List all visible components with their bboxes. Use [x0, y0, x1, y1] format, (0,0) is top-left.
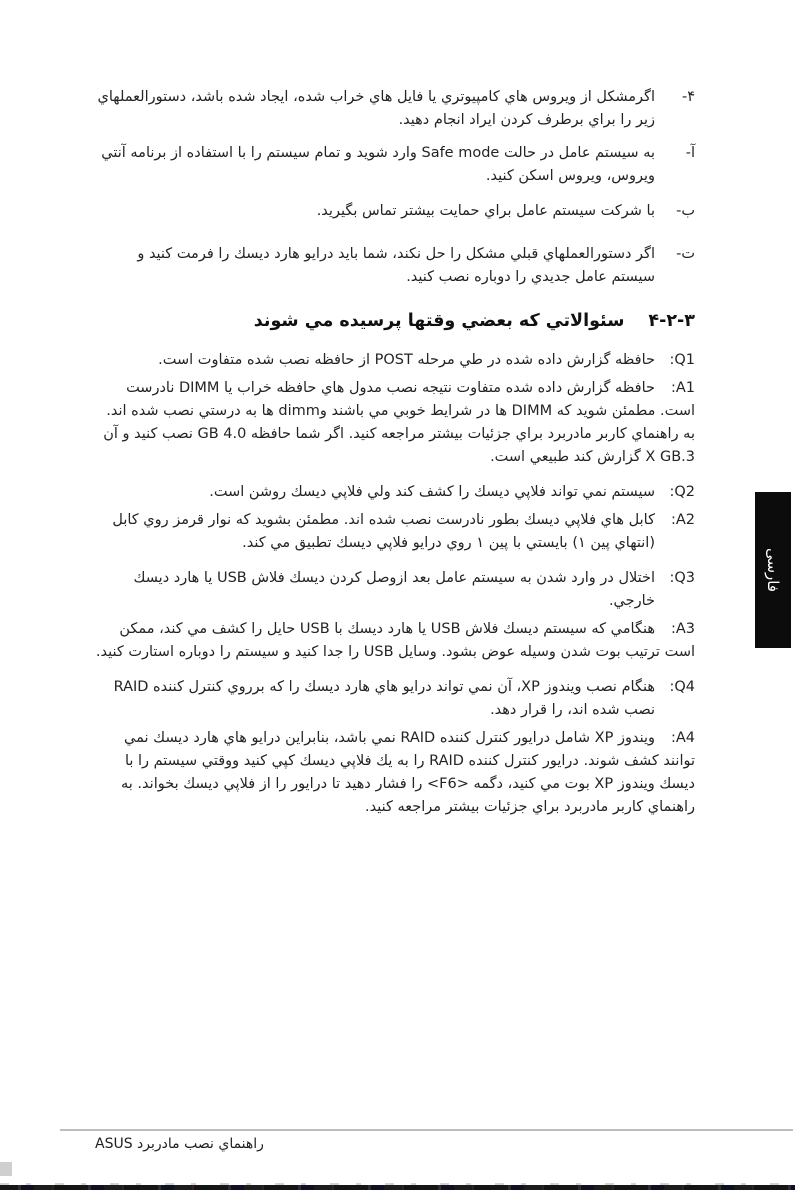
- list-item-text: اگر دستورالعملهاي قبلي مشكل را حل نكند، شما بايد درايو هارد ديسك را فرمت كنيد و سيستم عامل جديدي را دوباره نصب كنيد.: [137, 246, 655, 285]
- faq-text: هنگام نصب ويندوز XP، آن نمي تواند درايو هاي هارد ديسك را كه برروي كنترل كننده RAID نصب شده اند، را قرار دهد.: [113, 679, 655, 718]
- side-tab-label: فارسی: [764, 547, 782, 593]
- faq-answer-row: [95, 727, 695, 819]
- faq-label: Q1:: [669, 352, 695, 368]
- list-item-marker: ت-: [676, 246, 695, 262]
- list-item-text: با شركت سيستم عامل براي حمايت بيشتر تماس بگيريد.: [316, 203, 655, 219]
- scan-bottom-edge-artifact: [0, 1185, 795, 1190]
- footer-text: راهنماي نصب مادربرد ASUS: [95, 1136, 264, 1152]
- farsi-language-side-tab: [755, 492, 791, 648]
- list-item-marker: ب-: [676, 203, 695, 219]
- list-item-marker: ۴-: [681, 89, 695, 105]
- faq-answer-row: [95, 618, 695, 664]
- faq-text: سيستم نمي تواند فلاپي ديسك را كشف كند ولي فلاپي ديسك روشن است.: [209, 484, 655, 500]
- list-item: [95, 86, 695, 132]
- list-item-text: اگرمشكل از ويروس هاي كامپيوتري يا فايل هاي خراب شده، ايجاد شده باشد، دستورالعملهاي زير را براي برطرف كردن ايراد انجام دهيد.: [97, 89, 655, 128]
- list-item: [95, 243, 695, 289]
- faq-text: حافظه گزارش داده شده متفاوت نتيجه نصب مدول هاي حافظه خراب يا DIMM نادرست است. مطمئن شويد كه DIMM ها در شرايط خوبي مي باشند وdimm ها به درستي نصب شده اند. به راهنماي كاربر مادربرد براي جزئيات بيشتر مراجعه كنيد. اگر شما حافظه 4.0 GB نصب كنيد و آن 3.X GB گزارش كند طبيعي است.: [103, 380, 695, 465]
- faq-label: Q2:: [669, 484, 695, 500]
- faq-label: Q4:: [669, 679, 695, 695]
- page-body: [95, 86, 695, 819]
- list-item-marker: آ-: [685, 145, 695, 161]
- faq-label: A3:: [670, 621, 695, 637]
- faq-label: Q3:: [669, 570, 695, 586]
- faq-answer-row: [95, 377, 695, 469]
- faq-text: ويندوز XP شامل درايور كنترل كننده RAID نمي باشد، بنابراين درايو هاي هارد ديسك نمي توانند كشف شوند. درايور كنترل كننده RAID را به يك فلاپي ديسك كپي كنيد ووقتي سيستم را با ديسك ويندوز XP بوت مي كنيد، دگمه <F6> را فشار دهيد تا درايور را از فلاپي ديسك بخواند. به راهنماي كاربر مادربرد براي جزئيات بيشتر مراجعه كنيد.: [121, 730, 695, 815]
- section-title: سئوالاتي كه بعضي وقتها پرسيده مي شوند: [253, 311, 625, 331]
- scan-speck-artifact: [0, 1162, 12, 1176]
- faq-question-row: [95, 349, 695, 372]
- faq-question-row: [95, 481, 695, 504]
- faq-label: A4:: [670, 730, 695, 746]
- faq-answer-row: [95, 509, 695, 555]
- faq-question-row: [95, 676, 695, 722]
- list-item-text: به سيستم عامل در حالت Safe mode وارد شويد و تمام سيستم را با استفاده از برنامه آنتي ويروس، ويروس اسكن كنيد.: [101, 145, 655, 184]
- faq-question-row: [95, 567, 695, 613]
- faq-text: اختلال در وارد شدن به سيستم عامل بعد ازوصل كردن ديسك فلاش USB يا هارد ديسك خارجي.: [133, 570, 655, 609]
- faq-label: A1:: [670, 380, 695, 396]
- faq-text: كابل هاي فلاپي ديسك بطور نادرست نصب شده اند. مطمئن بشويد كه نوار قرمز روي كابل (انتهاي پين ۱) بايستي با پين ۱ روي درايو فلاپي ديسك تطبيق مي كند.: [112, 512, 655, 551]
- list-item: [95, 142, 695, 188]
- section-number: ۴-۲-۳: [648, 311, 695, 331]
- faq-label: A2:: [670, 512, 695, 528]
- section-heading: [95, 307, 695, 335]
- list-item: [95, 200, 695, 223]
- faq-text: حافظه گزارش داده شده در طي مرحله POST از حافظه نصب شده متفاوت است.: [158, 352, 655, 368]
- footer-divider: [60, 1129, 793, 1131]
- faq-text: هنگامي كه سيستم ديسك فلاش USB يا هارد ديسك با USB حايل را كشف مي كند، ممكن است ترتيب بوت شدن وسيله عوض بشود. وسايل USB را جدا كنيد و سيستم را دوباره استارت كنيد.: [95, 621, 695, 660]
